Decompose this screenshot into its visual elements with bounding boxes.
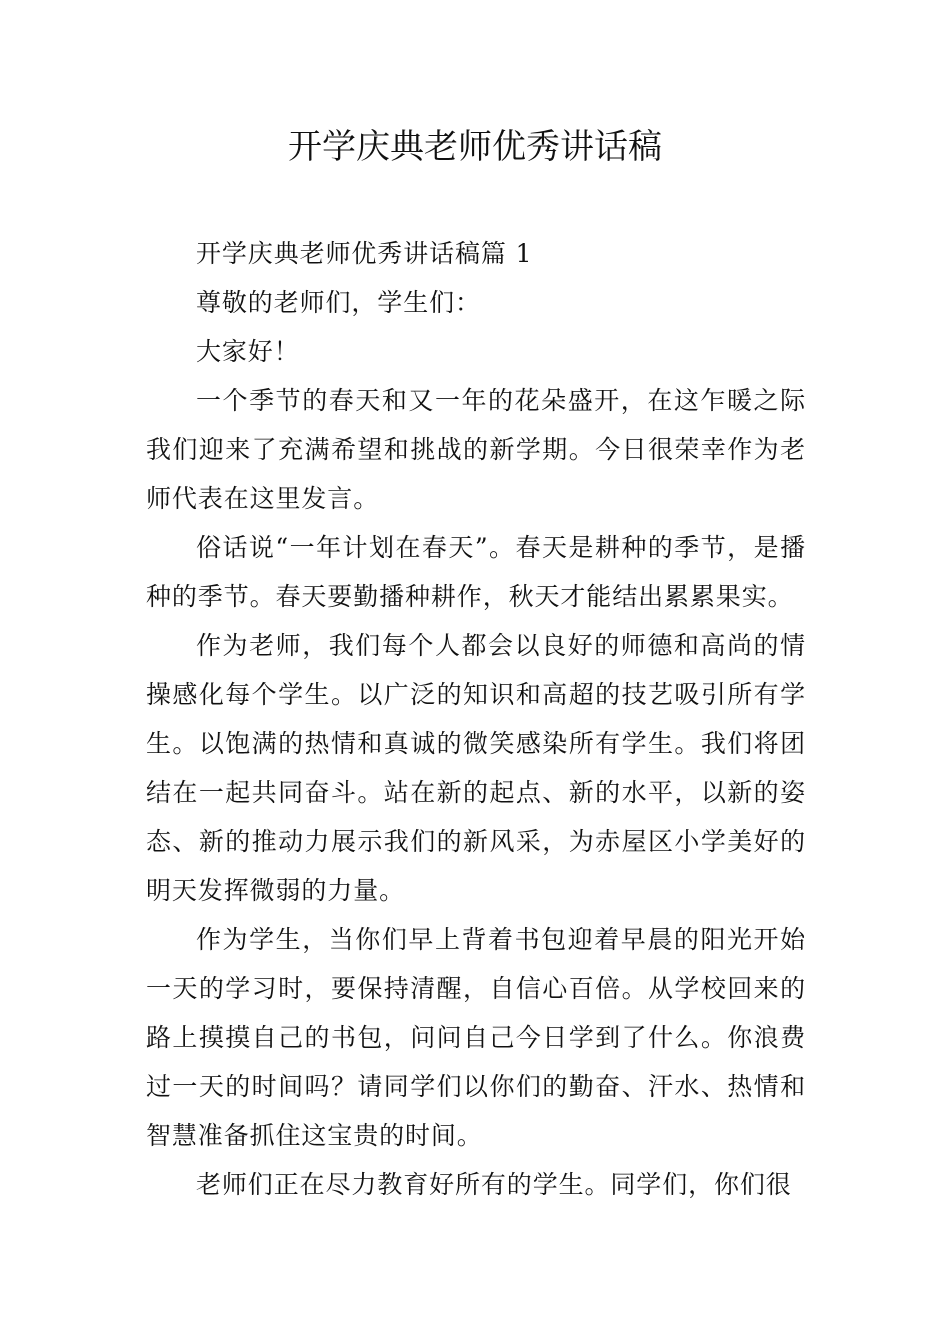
paragraph-spring: 一个季节的春天和又一年的花朵盛开，在这乍暖之际我们迎来了充满希望和挑战的新学期。今日很荣幸作为老师代表在这里发言。 (146, 386, 806, 513)
document-body (146, 229, 806, 1209)
paragraph-closing: 老师们正在尽力教育好所有的学生。同学们，你们很 (196, 1170, 792, 1199)
paragraph-students: 作为学生，当你们早上背着书包迎着早晨的阳光开始一天的学习时，要保持清醒，自信心百倍。从学校回来的路上摸摸自己的书包，问问自己今日学到了什么。你浪费过一天的时间吗？请同学们以你们的勤奋、汗水、热情和智慧准备抓住这宝贵的时间。 (146, 925, 806, 1150)
paragraph-teachers: 作为老师，我们每个人都会以良好的师德和高尚的情操感化每个学生。以广泛的知识和高超的技艺吸引所有学生。以饱满的热情和真诚的微笑感染所有学生。我们将团结在一起共同奋斗。站在新的起点、新的水平，以新的姿态、新的推动力展示我们的新风采，为赤屋区小学美好的明天发挥微弱的力量。 (146, 631, 806, 905)
paragraph-proverb: 俗话说“一年计划在春天”。春天是耕种的季节，是播种的季节。春天要勤播种耕作，秋天才能结出累累果实。 (146, 533, 806, 611)
salutation: 尊敬的老师们，学生们： (196, 288, 481, 317)
greeting: 大家好！ (196, 337, 300, 366)
section-heading: 开学庆典老师优秀讲话稿篇 1 (196, 239, 533, 268)
document-title: 开学庆典老师优秀讲话稿 (288, 127, 662, 167)
